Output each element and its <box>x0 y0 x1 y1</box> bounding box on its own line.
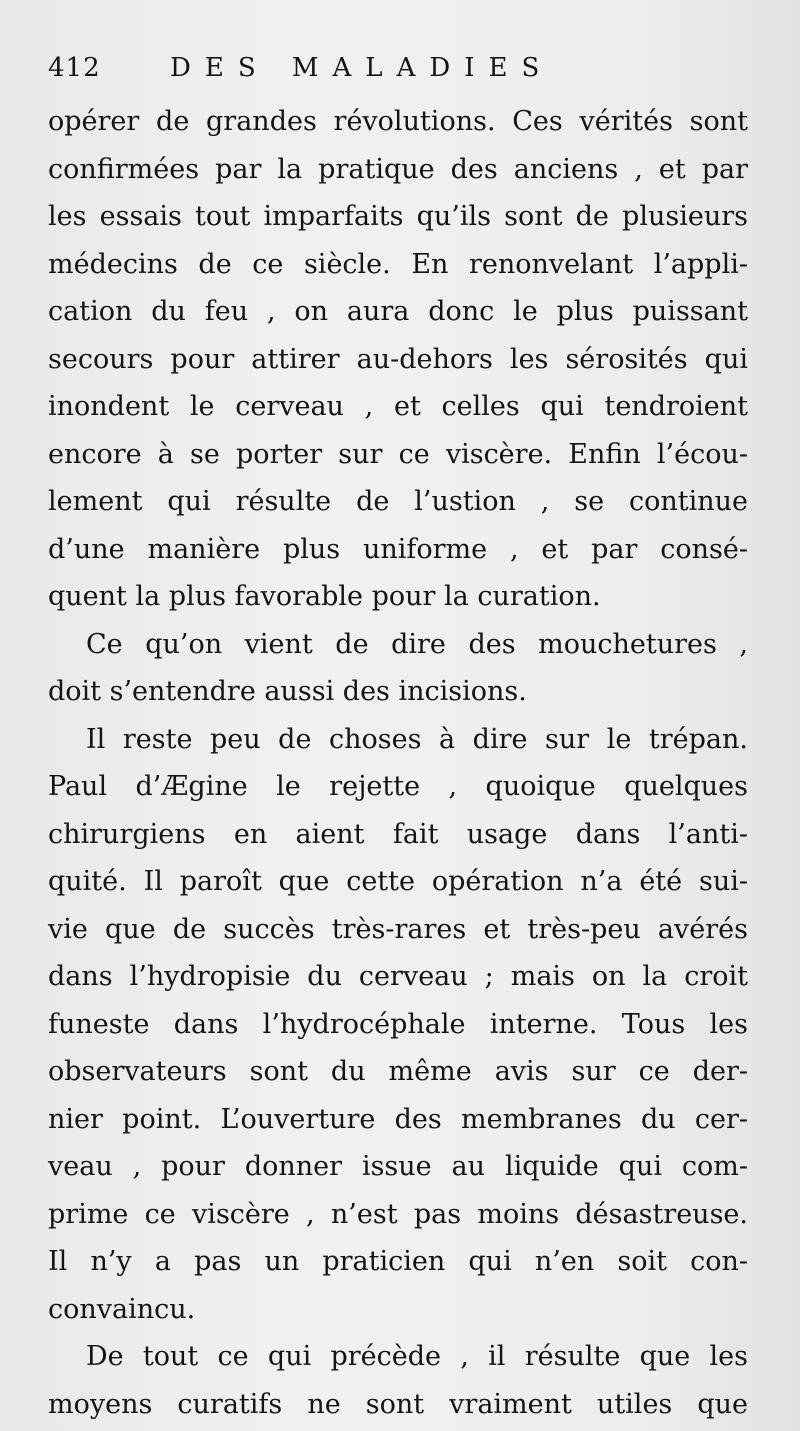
text-line: inondent le cerveau , et celles qui tendroient <box>48 391 748 422</box>
paragraph <box>48 98 748 621</box>
text-line: veau , pour donner issue au liquide qui com- <box>48 1151 748 1182</box>
running-head: DES MALADIES <box>170 53 554 83</box>
text-line: confirmées par la pratique des anciens , et par <box>48 153 748 185</box>
page-number: 412 <box>48 53 101 83</box>
paragraph <box>48 716 748 1334</box>
body-text <box>48 98 748 1428</box>
text-line: Il n’y a pas un praticien qui n’en soit con- <box>48 1246 748 1277</box>
text-line: lement qui résulte de l’ustion , se continue <box>48 486 748 517</box>
text-line: médecins de ce siècle. En renonvelant l’appli- <box>48 248 748 280</box>
text-line: vie que de succès très-rares et très-peu avérés <box>48 913 748 945</box>
text-line: De tout ce qui précède , il résulte que les <box>86 1341 748 1372</box>
paragraph <box>48 621 748 716</box>
text-line: opérer de grandes révolutions. Ces vérités sont <box>48 106 748 137</box>
text-line: Ce qu’on vient de dire des mouchetures , <box>86 628 748 660</box>
text-line: encore à se porter sur ce viscère. Enfin l’écou- <box>48 438 748 470</box>
text-line: d’une manière plus uniforme , et par consé- <box>48 533 748 565</box>
text-line: dans l’hydropisie du cerveau ; mais on la croit <box>48 961 748 992</box>
text-line: secours pour attirer au-dehors les sérosités qui <box>48 343 748 375</box>
text-line: convaincu. <box>48 1293 196 1325</box>
text-line: moyens curatifs ne sont vraiment utiles que <box>48 1388 748 1420</box>
text-line: Paul d’Ægine le rejette , quoique quelques <box>48 771 748 802</box>
text-line: les essais tout imparfaits qu’ils sont de plusieurs <box>48 201 748 232</box>
text-line: nier point. L’ouverture des membranes du cer- <box>48 1103 748 1135</box>
text-line: quent la plus favorable pour la curation. <box>48 581 601 612</box>
paragraph <box>48 1333 748 1428</box>
text-line: quité. Il paroît que cette opération n’a été sui- <box>48 866 748 897</box>
text-line: doit s’entendre aussi des incisions. <box>48 676 527 707</box>
text-line: prime ce viscère , n’est pas moins désastreuse. <box>48 1198 748 1230</box>
text-line: cation du feu , on aura donc le plus puissant <box>48 296 748 327</box>
text-line: chirurgiens en aient fait usage dans l’anti- <box>48 818 748 850</box>
text-line: Il reste peu de choses à dire sur le trépan. <box>86 723 748 755</box>
text-line: funeste dans l’hydrocéphale interne. Tous les <box>48 1008 748 1040</box>
text-line: observateurs sont du même avis sur ce der- <box>48 1056 748 1087</box>
page-header <box>48 46 748 90</box>
